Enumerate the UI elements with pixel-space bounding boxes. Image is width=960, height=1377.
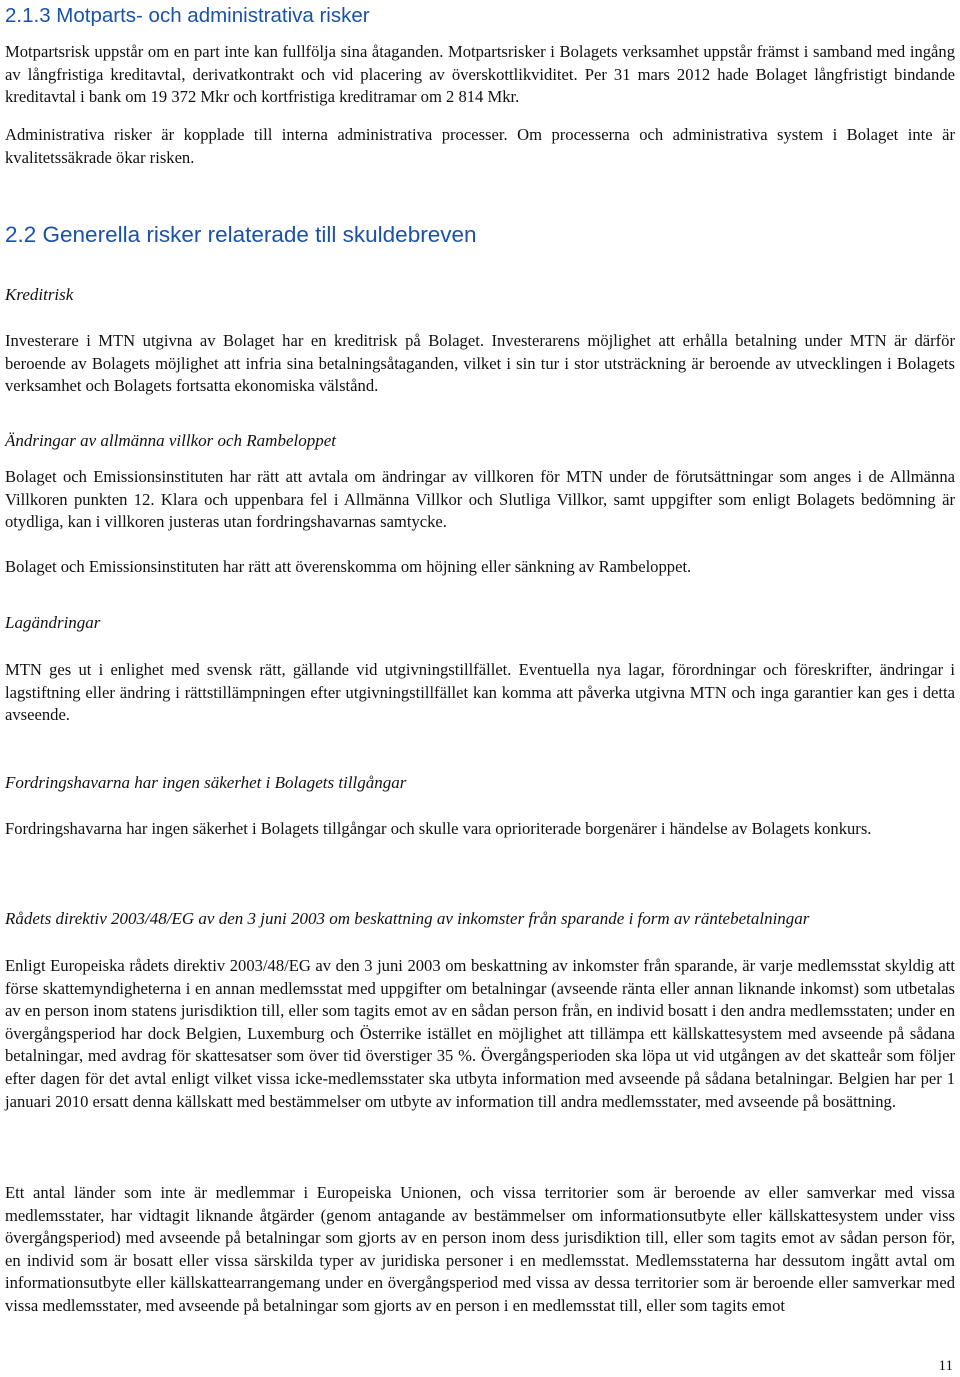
- paragraph-lagandringar: MTN ges ut i enlighet med svensk rätt, gällande vid utgivningstillfället. Eventuella nya lagar, förordningar och föreskrifter, ändringar i lagstiftning eller ändring i rättstillämpningen efter utgivningstillfället kan komma att påverka utgivna MTN och inga garantier kan ges i detta avseende.: [5, 660, 955, 725]
- section-heading-motparts: 2.1.3 Motparts- och administrativa risker: [5, 4, 370, 27]
- paragraph-direktiv-1: Enligt Europeiska rådets direktiv 2003/48/EG av den 3 juni 2003 om beskattning av inkomster från sparande, är varje medlemsstat skyldig att förse skattemyndigheterna i en annan medlemsstat med uppgifter om betalningar (avseende ränta eller annan liknande inkomst) som utbetalas av en person inom statens jurisdiktion till, eller som tagits emot av en sådan person från, en individ bosatt i den andra medlemsstaten; under en övergångsperiod har dock Belgien, Luxemburg och Österrike istället en möjlighet att tillämpa ett källskattesystem med avseende på sådana betalningar, med avdrag för skattesatser som över tid överstiger 35 %. Övergångsperioden ska löpa ut vid utgången av det skatteår som följer efter dagen för det avtal enligt vilket vissa icke-medlemsstater ska utbyta information med avseende på sådana betalningar. Belgien har per 1 januari 2010 ersatt denna källskatt med bestämmelser om utbyte av information till andra medlemsstater, med avseende på bosättning.: [5, 956, 955, 1111]
- paragraph-motparts-1: Motpartsrisk uppstår om en part inte kan fullfölja sina åtaganden. Motpartsrisker i Bolagets verksamhet uppstår främst i samband med ingång av långfristiga kreditavtal, derivatkontrakt och vid placering av överskottlikviditet. Per 31 mars 2012 hade Bolaget långfristigt bindande kreditavtal i bank om 19 372 Mkr och kortfristiga kreditramar om 2 814 Mkr.: [5, 42, 955, 107]
- subheading-lagandringar: Lagändringar: [5, 613, 101, 632]
- paragraph-andringar-2: Bolaget och Emissionsinstituten har rätt att överenskomma om höjning eller sänkning av Rambeloppet.: [5, 557, 692, 576]
- paragraph-andringar-1: Bolaget och Emissionsinstituten har rätt att avtala om ändringar av villkoren för MTN under de förutsättningar som anges i de Allmänna Villkoren punkten 12. Klara och uppenbara fel i Allmänna Villkor och Slutliga Villkor, samt uppgifter som enligt Bolagets bedömning är otydliga, kan i villkoren justeras utan fordringshavarnas samtycke.: [5, 467, 955, 532]
- subheading-kreditrisk: Kreditrisk: [5, 285, 74, 304]
- paragraph-direktiv-2: Ett antal länder som inte är medlemmar i Europeiska Unionen, och vissa territorier som är beroende av eller samverkar med vissa medlemsstater, har vidtagit liknande åtgärder (genom antagande av bestämmelser om informationsutbyte eller källskattesystem under viss övergångsperiod) med avseende på betalningar som gjorts av en person inom dess jurisdiktion till, eller som tagits emot av sådan person för, en individ som är bosatt eller vissa särskilda typer av juridiska personer i en medlemsstat. Medlemsstaterna har dessutom ingått avtal om informationsutbyte eller källskattearrangemang under en övergångsperiod med vissa av dessa territorier som är beroende eller samverkar med vissa medlemsstater, med avseende på betalningar som gjorts av en person i en medlemsstat till, eller som tagits emot: [5, 1183, 955, 1315]
- page-number: 11: [938, 1358, 953, 1374]
- subheading-andringar: Ändringar av allmänna villkor och Rambeloppet: [5, 431, 336, 450]
- paragraph-motparts-2: Administrativa risker är kopplade till interna administrativa processer. Om processerna och administrativa system i Bolaget inte är kvalitetssäkrade ökar risken.: [5, 125, 955, 167]
- paragraph-fordringshavarna: Fordringshavarna har ingen säkerhet i Bolagets tillgångar och skulle vara oprioriterade borgenärer i händelse av Bolagets konkurs.: [5, 819, 872, 838]
- subheading-fordringshavarna: Fordringshavarna har ingen säkerhet i Bolagets tillgångar: [5, 773, 407, 792]
- paragraph-kreditrisk: Investerare i MTN utgivna av Bolaget har en kreditrisk på Bolaget. Investerarens möjlighet att erhålla betalning under MTN är därför beroende av Bolagets möjlighet att infria sina betalningsåtaganden, vilket i sin tur i stor utsträckning är beroende av utvecklingen i Bolagets verksamhet och Bolagets fortsatta ekonomiska välstånd.: [5, 331, 955, 396]
- section-heading-generella: 2.2 Generella risker relaterade till skuldebreven: [5, 222, 477, 247]
- subheading-direktiv: Rådets direktiv 2003/48/EG av den 3 juni 2003 om beskattning av inkomster från sparande i form av räntebetalningar: [5, 909, 810, 928]
